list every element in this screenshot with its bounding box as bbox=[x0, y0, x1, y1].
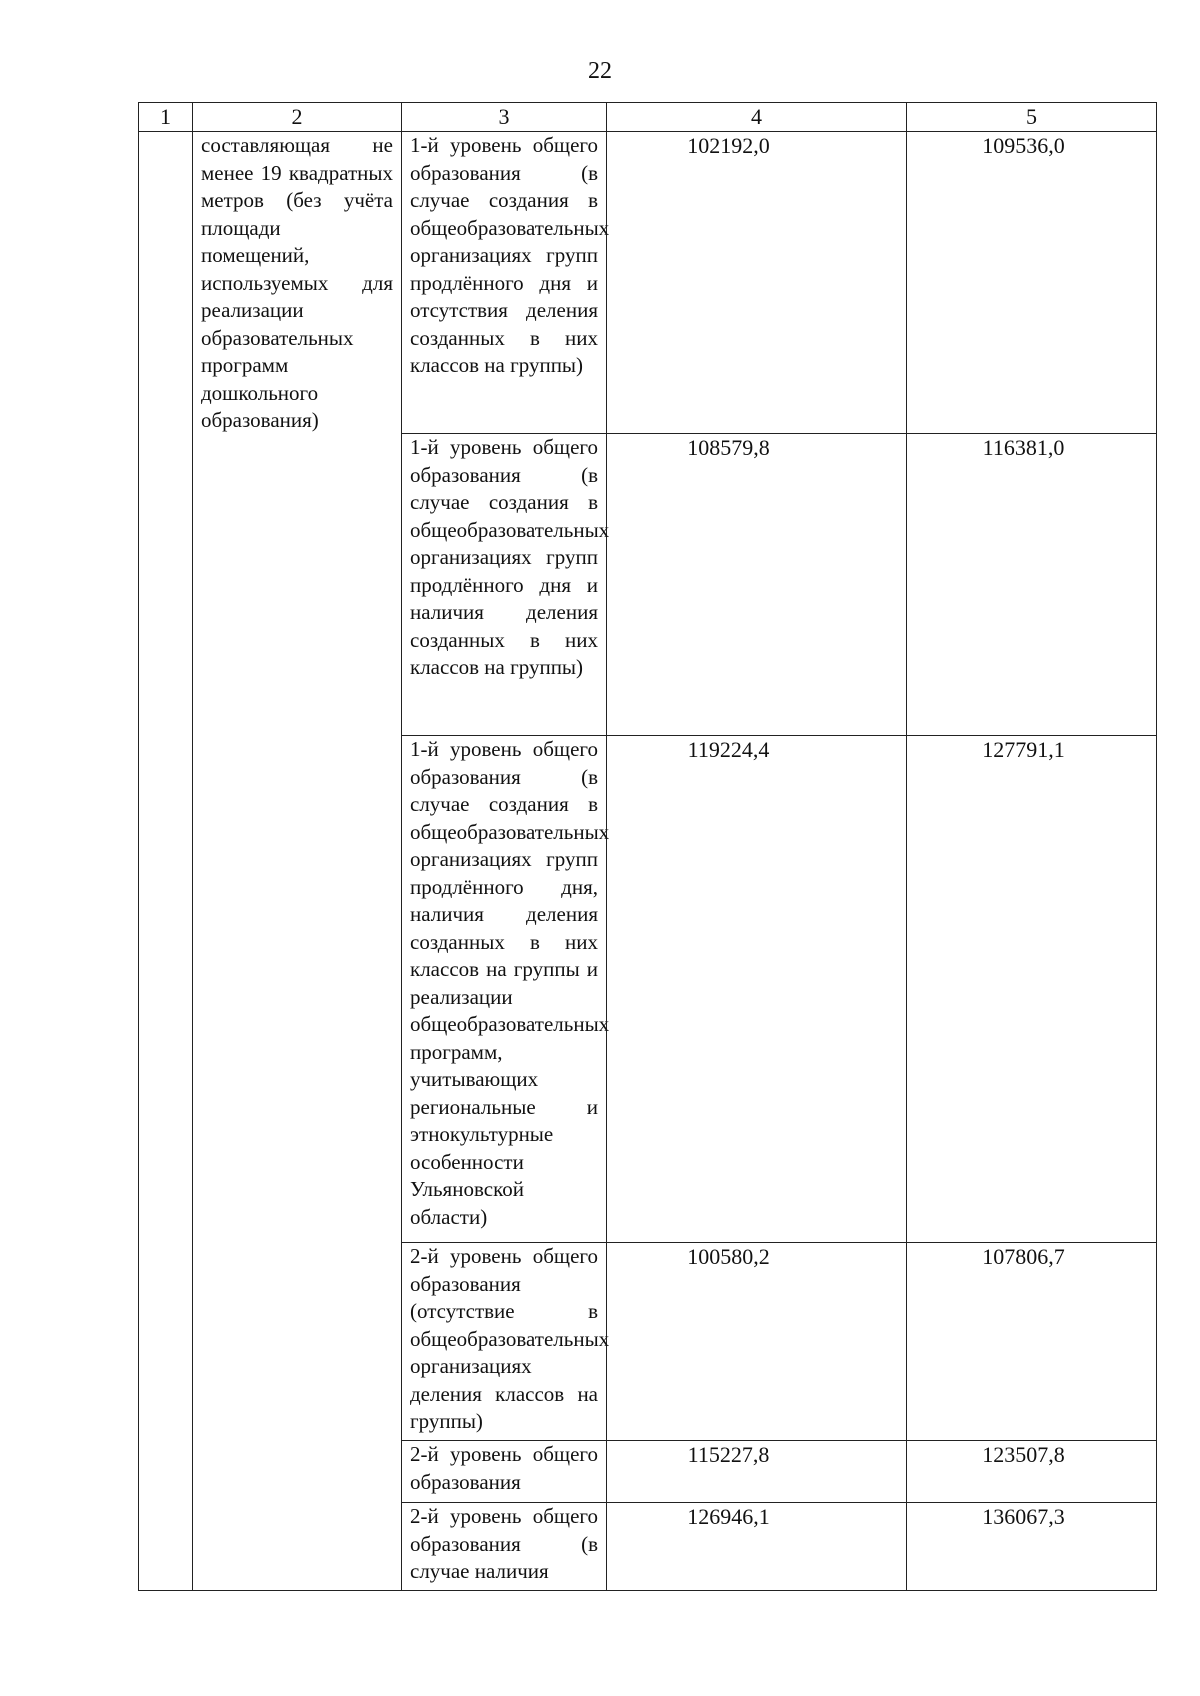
value-col4: 102192,0 bbox=[687, 133, 770, 158]
level-cell: 1-й уровень общего образования (в случае создания в общеобразовательных организациях групп продлённого дня, наличия деления созданных в них классов на группы и реализации общеобразовательных программ, учитывающих региональные и этнокультурные особенности Ульяновской области) bbox=[402, 736, 607, 1243]
column-header-4: 4 bbox=[607, 103, 907, 132]
value-cell-col5 bbox=[907, 1243, 1157, 1441]
value-col5: 123507,8 bbox=[982, 1442, 1065, 1467]
value-cell-col4 bbox=[607, 132, 907, 434]
value-col5: 116381,0 bbox=[982, 435, 1065, 460]
value-cell-col4 bbox=[607, 434, 907, 736]
value-cell-col5 bbox=[907, 132, 1157, 434]
column-header-3: 3 bbox=[402, 103, 607, 132]
normative-cost-table bbox=[138, 102, 1157, 1591]
value-col4: 115227,8 bbox=[687, 1442, 770, 1467]
column-header-row bbox=[139, 103, 1157, 132]
value-cell-col4 bbox=[607, 1441, 907, 1503]
level-cell: 2-й уровень общего образования (в случае наличия bbox=[402, 1503, 607, 1591]
level-cell: 2-й уровень общего образования bbox=[402, 1441, 607, 1503]
value-col4: 119224,4 bbox=[687, 737, 770, 762]
level-cell: 1-й уровень общего образования (в случае создания в общеобразовательных организациях групп продлённого дня и наличия деления созданных в них классов на группы) bbox=[402, 434, 607, 736]
value-cell-col5 bbox=[907, 736, 1157, 1243]
value-cell-col4 bbox=[607, 1503, 907, 1591]
value-col4: 108579,8 bbox=[687, 435, 770, 460]
value-col4: 126946,1 bbox=[687, 1504, 770, 1529]
value-col5: 127791,1 bbox=[982, 737, 1065, 762]
column2-text: составляющая не менее 19 квадратных метров (без учёта площади помещений, используемых для реализации образовательных программ дошкольного образования) bbox=[201, 133, 393, 432]
level-cell: 2-й уровень общего образования (отсутствие в общеобразовательных организациях деления классов на группы) bbox=[402, 1243, 607, 1441]
value-cell-col4 bbox=[607, 1243, 907, 1441]
level-cell: 1-й уровень общего образования (в случае создания в общеобразовательных организациях групп продлённого дня и отсутствия деления созданных в них классов на группы) bbox=[402, 132, 607, 434]
column-header-1: 1 bbox=[139, 103, 193, 132]
value-col4: 100580,2 bbox=[687, 1244, 770, 1269]
value-col5: 107806,7 bbox=[982, 1244, 1065, 1269]
value-cell-col5 bbox=[907, 1503, 1157, 1591]
table-row bbox=[139, 132, 1157, 434]
page-number: 22 bbox=[588, 58, 612, 84]
value-cell-col5 bbox=[907, 1441, 1157, 1503]
value-cell-col5 bbox=[907, 434, 1157, 736]
column1-cell bbox=[139, 132, 193, 1591]
value-col5: 109536,0 bbox=[982, 133, 1065, 158]
column-header-2: 2 bbox=[193, 103, 402, 132]
value-col5: 136067,3 bbox=[982, 1504, 1065, 1529]
column2-cell bbox=[193, 132, 402, 1591]
column-header-5: 5 bbox=[907, 103, 1157, 132]
value-cell-col4 bbox=[607, 736, 907, 1243]
